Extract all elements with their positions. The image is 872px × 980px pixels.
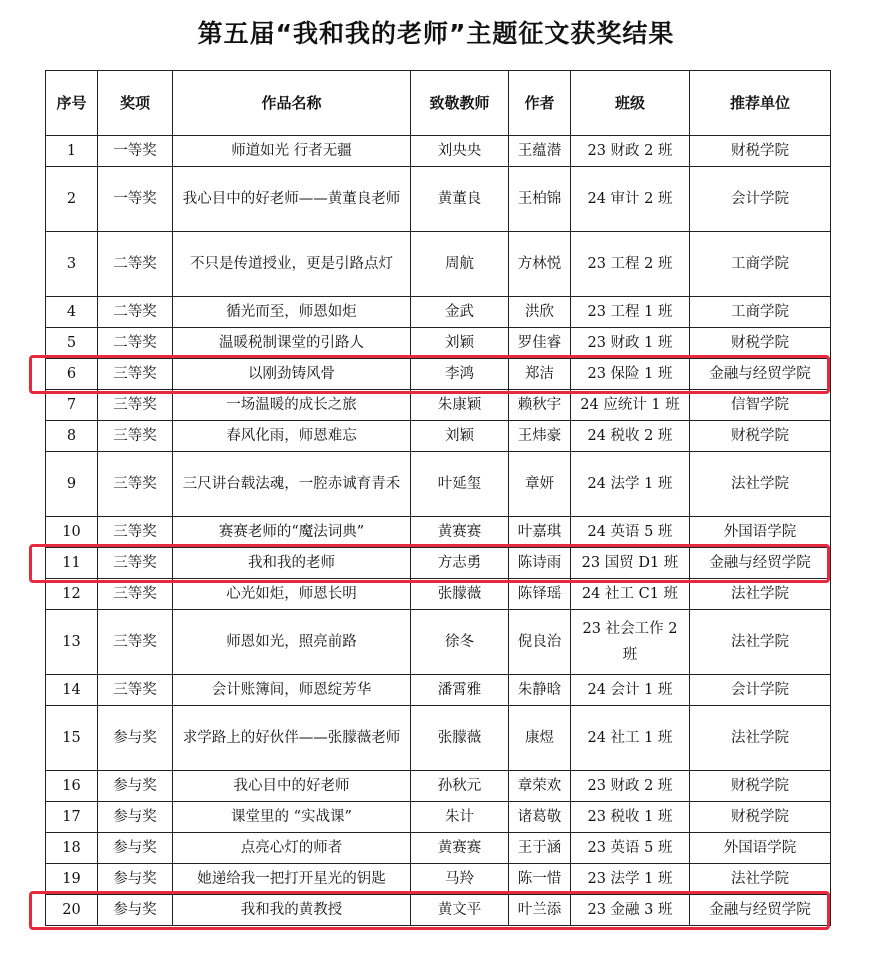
table-row [46, 390, 831, 421]
cell-unit: 财税学院 [690, 771, 831, 802]
cell-work: 春风化雨，师恩难忘 [173, 421, 411, 452]
cell-class: 23 金融 3 班 [571, 895, 690, 926]
cell-no: 20 [46, 895, 98, 926]
cell-class: 24 社工 1 班 [571, 706, 690, 771]
cell-no: 14 [46, 675, 98, 706]
table-row [46, 548, 831, 579]
cell-no: 19 [46, 864, 98, 895]
cell-teacher: 朱康颖 [411, 390, 509, 421]
cell-no: 8 [46, 421, 98, 452]
cell-no: 15 [46, 706, 98, 771]
cell-no: 17 [46, 802, 98, 833]
cell-unit: 法社学院 [690, 579, 831, 610]
cell-class: 23 国贸 D1 班 [571, 548, 690, 579]
cell-author: 倪良治 [509, 610, 571, 675]
cell-unit: 金融与经贸学院 [690, 359, 831, 390]
cell-unit: 法社学院 [690, 610, 831, 675]
cell-no: 10 [46, 517, 98, 548]
cell-author: 陈一惜 [509, 864, 571, 895]
cell-teacher: 刘颖 [411, 421, 509, 452]
cell-author: 朱静晗 [509, 675, 571, 706]
cell-class: 23 工程 1 班 [571, 297, 690, 328]
cell-class: 24 社工 C1 班 [571, 579, 690, 610]
cell-work: 会计账簿间，师恩绽芳华 [173, 675, 411, 706]
cell-teacher: 黄董良 [411, 167, 509, 232]
table-row [46, 706, 831, 771]
table-row [46, 895, 831, 926]
cell-work: 她递给我一把打开星光的钥匙 [173, 864, 411, 895]
cell-award: 三等奖 [98, 452, 173, 517]
cell-teacher: 黄赛赛 [411, 517, 509, 548]
header-author: 作者 [509, 71, 571, 136]
cell-work: 点亮心灯的师者 [173, 833, 411, 864]
cell-award: 参与奖 [98, 833, 173, 864]
cell-award: 一等奖 [98, 136, 173, 167]
cell-unit: 会计学院 [690, 675, 831, 706]
cell-no: 7 [46, 390, 98, 421]
cell-teacher: 李鸿 [411, 359, 509, 390]
header-row [46, 71, 831, 136]
cell-unit: 财税学院 [690, 328, 831, 359]
cell-author: 方林悦 [509, 232, 571, 297]
cell-author: 郑洁 [509, 359, 571, 390]
cell-unit: 外国语学院 [690, 833, 831, 864]
cell-unit: 金融与经贸学院 [690, 548, 831, 579]
cell-unit: 财税学院 [690, 421, 831, 452]
cell-award: 参与奖 [98, 895, 173, 926]
cell-teacher: 金武 [411, 297, 509, 328]
cell-class: 23 工程 2 班 [571, 232, 690, 297]
cell-author: 王炜豪 [509, 421, 571, 452]
cell-work: 我心目中的好老师 [173, 771, 411, 802]
cell-award: 参与奖 [98, 864, 173, 895]
cell-award: 三等奖 [98, 359, 173, 390]
header-unit: 推荐单位 [690, 71, 831, 136]
cell-teacher: 方志勇 [411, 548, 509, 579]
cell-class: 23 法学 1 班 [571, 864, 690, 895]
cell-work: 循光而至，师恩如炬 [173, 297, 411, 328]
cell-teacher: 周航 [411, 232, 509, 297]
cell-teacher: 黄赛赛 [411, 833, 509, 864]
cell-teacher: 黄文平 [411, 895, 509, 926]
cell-class: 24 税收 2 班 [571, 421, 690, 452]
cell-teacher: 孙秋元 [411, 771, 509, 802]
table-row [46, 359, 831, 390]
cell-work: 赛赛老师的“魔法词典” [173, 517, 411, 548]
cell-no: 13 [46, 610, 98, 675]
cell-work: 我心目中的好老师——黄董良老师 [173, 167, 411, 232]
cell-author: 章妍 [509, 452, 571, 517]
table-row [46, 864, 831, 895]
cell-unit: 法社学院 [690, 864, 831, 895]
cell-class: 24 会计 1 班 [571, 675, 690, 706]
table-row [46, 771, 831, 802]
table-row [46, 675, 831, 706]
cell-award: 二等奖 [98, 232, 173, 297]
cell-class: 23 税收 1 班 [571, 802, 690, 833]
cell-no: 2 [46, 167, 98, 232]
header-award: 奖项 [98, 71, 173, 136]
cell-unit: 工商学院 [690, 297, 831, 328]
cell-author: 洪欣 [509, 297, 571, 328]
cell-no: 18 [46, 833, 98, 864]
cell-no: 12 [46, 579, 98, 610]
cell-teacher: 潘霄雅 [411, 675, 509, 706]
cell-author: 赖秋宇 [509, 390, 571, 421]
table-row [46, 579, 831, 610]
cell-no: 9 [46, 452, 98, 517]
cell-award: 三等奖 [98, 390, 173, 421]
cell-unit: 金融与经贸学院 [690, 895, 831, 926]
cell-unit: 工商学院 [690, 232, 831, 297]
table-row [46, 328, 831, 359]
cell-award: 三等奖 [98, 610, 173, 675]
cell-unit: 财税学院 [690, 802, 831, 833]
cell-class: 23 财政 1 班 [571, 328, 690, 359]
cell-class: 24 审计 2 班 [571, 167, 690, 232]
page-title: 第五届“我和我的老师”主题征文获奖结果 [197, 19, 675, 48]
cell-award: 三等奖 [98, 421, 173, 452]
cell-unit: 法社学院 [690, 706, 831, 771]
cell-no: 4 [46, 297, 98, 328]
cell-work: 师道如光 行者无疆 [173, 136, 411, 167]
table-row [46, 452, 831, 517]
cell-teacher: 张朦薇 [411, 706, 509, 771]
cell-author: 叶兰添 [509, 895, 571, 926]
cell-award: 参与奖 [98, 706, 173, 771]
cell-teacher: 刘颖 [411, 328, 509, 359]
cell-teacher: 马羚 [411, 864, 509, 895]
cell-no: 6 [46, 359, 98, 390]
cell-award: 三等奖 [98, 517, 173, 548]
cell-class: 23 社会工作 2 班 [571, 610, 690, 675]
cell-class: 23 保险 1 班 [571, 359, 690, 390]
cell-author: 王柏锦 [509, 167, 571, 232]
cell-teacher: 刘央央 [411, 136, 509, 167]
cell-work: 以刚劲铸风骨 [173, 359, 411, 390]
results-table [45, 70, 831, 926]
cell-author: 章荣欢 [509, 771, 571, 802]
cell-class: 23 财政 2 班 [571, 136, 690, 167]
cell-author: 陈诗雨 [509, 548, 571, 579]
cell-author: 康煜 [509, 706, 571, 771]
cell-work: 温暖税制课堂的引路人 [173, 328, 411, 359]
cell-work: 不只是传道授业，更是引路点灯 [173, 232, 411, 297]
cell-work: 我和我的黄教授 [173, 895, 411, 926]
cell-author: 王蕴潜 [509, 136, 571, 167]
cell-author: 诸葛敬 [509, 802, 571, 833]
cell-teacher: 张朦薇 [411, 579, 509, 610]
cell-work: 三尺讲台载法魂，一腔赤诚育青禾 [173, 452, 411, 517]
cell-work: 一场温暖的成长之旅 [173, 390, 411, 421]
table-row [46, 421, 831, 452]
cell-teacher: 徐冬 [411, 610, 509, 675]
cell-work: 课堂里的 “实战课” [173, 802, 411, 833]
cell-award: 参与奖 [98, 802, 173, 833]
cell-award: 三等奖 [98, 548, 173, 579]
cell-class: 23 英语 5 班 [571, 833, 690, 864]
cell-class: 24 英语 5 班 [571, 517, 690, 548]
cell-unit: 会计学院 [690, 167, 831, 232]
cell-class: 24 应统计 1 班 [571, 390, 690, 421]
cell-no: 16 [46, 771, 98, 802]
table-row [46, 167, 831, 232]
cell-author: 叶嘉琪 [509, 517, 571, 548]
table-row [46, 232, 831, 297]
cell-teacher: 叶延玺 [411, 452, 509, 517]
cell-teacher: 朱计 [411, 802, 509, 833]
table-row [46, 833, 831, 864]
table-row [46, 802, 831, 833]
cell-award: 一等奖 [98, 167, 173, 232]
cell-work: 心光如炬，师恩长明 [173, 579, 411, 610]
cell-award: 参与奖 [98, 771, 173, 802]
cell-unit: 法社学院 [690, 452, 831, 517]
cell-unit: 财税学院 [690, 136, 831, 167]
table-row [46, 297, 831, 328]
cell-award: 二等奖 [98, 297, 173, 328]
cell-class: 24 法学 1 班 [571, 452, 690, 517]
cell-no: 5 [46, 328, 98, 359]
cell-award: 三等奖 [98, 675, 173, 706]
cell-work: 师恩如光，照亮前路 [173, 610, 411, 675]
table-row [46, 517, 831, 548]
header-work: 作品名称 [173, 71, 411, 136]
cell-work: 求学路上的好伙伴——张朦薇老师 [173, 706, 411, 771]
header-no: 序号 [46, 71, 98, 136]
cell-award: 三等奖 [98, 579, 173, 610]
table-row [46, 610, 831, 675]
cell-no: 3 [46, 232, 98, 297]
cell-unit: 外国语学院 [690, 517, 831, 548]
cell-class: 23 财政 2 班 [571, 771, 690, 802]
cell-unit: 信智学院 [690, 390, 831, 421]
header-teacher: 致敬教师 [411, 71, 509, 136]
cell-author: 罗佳睿 [509, 328, 571, 359]
table-row [46, 136, 831, 167]
cell-award: 二等奖 [98, 328, 173, 359]
cell-no: 11 [46, 548, 98, 579]
cell-no: 1 [46, 136, 98, 167]
cell-author: 陈铎瑶 [509, 579, 571, 610]
cell-work: 我和我的老师 [173, 548, 411, 579]
header-class: 班级 [571, 71, 690, 136]
cell-author: 王于涵 [509, 833, 571, 864]
